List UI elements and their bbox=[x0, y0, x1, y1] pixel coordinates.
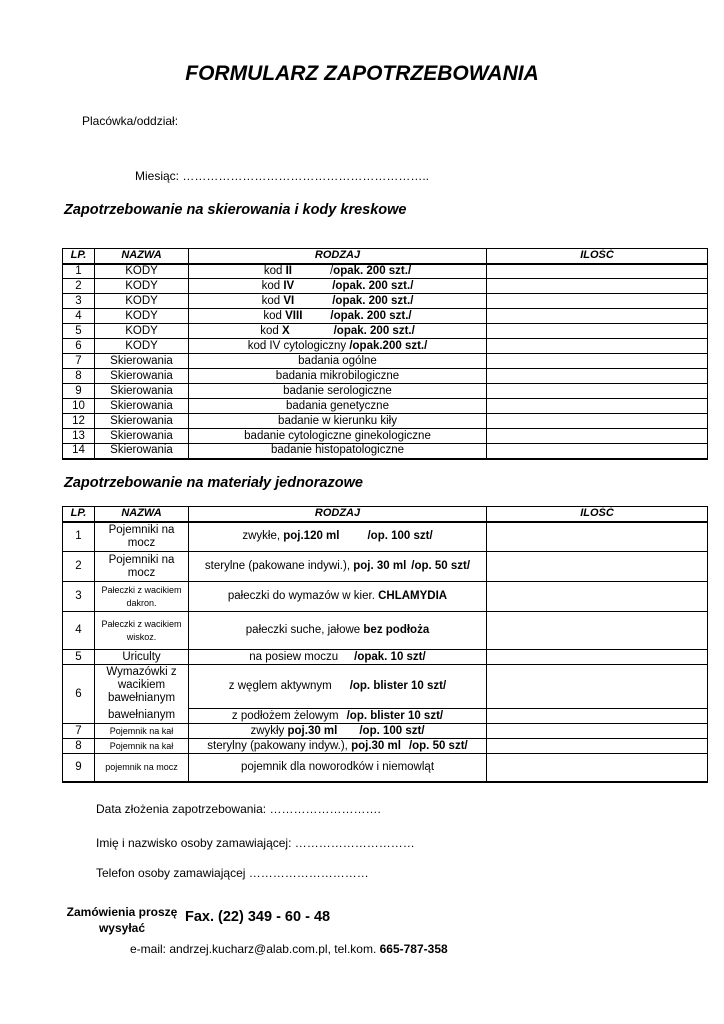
row-nazwa: Skierowania bbox=[95, 414, 189, 429]
row-rodzaj bbox=[189, 582, 487, 612]
header-nazwa: NAZWA bbox=[95, 249, 189, 264]
row-rodzaj bbox=[189, 294, 487, 309]
table-row bbox=[63, 384, 708, 399]
rodzaj-code: II bbox=[285, 264, 292, 277]
row-ilosc-input[interactable] bbox=[487, 724, 708, 739]
row-nazwa: Skierowania bbox=[95, 384, 189, 399]
row-nazwa: Pojemniki na mocz bbox=[95, 522, 189, 552]
rodzaj-volume: poj. 30 ml bbox=[353, 560, 407, 572]
header-lp: LP. bbox=[63, 507, 95, 522]
table-row bbox=[63, 369, 708, 384]
row-lp: 7 bbox=[63, 354, 95, 369]
row-lp: 9 bbox=[63, 754, 95, 782]
mobile-number: 665-787-358 bbox=[379, 942, 448, 956]
table-row bbox=[63, 709, 708, 724]
table-row bbox=[63, 339, 708, 354]
row-lp: 8 bbox=[63, 739, 95, 754]
table-row bbox=[63, 324, 708, 339]
table-row bbox=[63, 354, 708, 369]
rodzaj-bold: CHLAMYDIA bbox=[378, 590, 448, 602]
table-row bbox=[63, 279, 708, 294]
row-lp: 12 bbox=[63, 414, 95, 429]
row-ilosc-input[interactable] bbox=[487, 354, 708, 369]
codes-referrals-table bbox=[62, 248, 708, 460]
row-ilosc-input[interactable] bbox=[487, 399, 708, 414]
header-ilosc: ILOŚĆ bbox=[487, 249, 708, 264]
row-rodzaj bbox=[189, 650, 487, 665]
contact-line bbox=[130, 942, 448, 956]
row-lp: 3 bbox=[63, 582, 95, 612]
row-ilosc-input[interactable] bbox=[487, 665, 708, 709]
header-ilosc: ILOŚĆ bbox=[487, 507, 708, 522]
row-ilosc-input[interactable] bbox=[487, 414, 708, 429]
row-lp: 10 bbox=[63, 399, 95, 414]
row-nazwa: bawełnianym bbox=[95, 709, 189, 724]
table-row bbox=[63, 522, 708, 552]
order-line1: Zamówienia proszę bbox=[66, 905, 178, 919]
form-title: FORMULARZ ZAPOTRZEBOWANIA bbox=[185, 62, 539, 85]
row-rodzaj: badania ogólne bbox=[189, 354, 487, 369]
row-ilosc-input[interactable] bbox=[487, 309, 708, 324]
rodzaj-code: VIII bbox=[285, 309, 303, 322]
table-row bbox=[63, 612, 708, 650]
header-nazwa: NAZWA bbox=[95, 507, 189, 522]
rodzaj-text: na posiew moczu bbox=[249, 650, 339, 663]
rodzaj-text: zwykły bbox=[250, 724, 288, 737]
rodzaj-pack: /op. 100 szt/ bbox=[367, 530, 433, 543]
rodzaj-text: kod bbox=[261, 294, 284, 307]
table-row bbox=[63, 444, 708, 459]
table-row bbox=[63, 414, 708, 429]
row-rodzaj bbox=[189, 264, 487, 279]
row-rodzaj bbox=[189, 724, 487, 739]
row-ilosc-input[interactable] bbox=[487, 582, 708, 612]
rodzaj-text: kod IV cytologiczny bbox=[247, 339, 350, 352]
header-rodzaj: RODZAJ bbox=[189, 507, 487, 522]
row-lp: 13 bbox=[63, 429, 95, 444]
row-ilosc-input[interactable] bbox=[487, 294, 708, 309]
table-row bbox=[63, 399, 708, 414]
phone-label: Telefon osoby zamawiającej ………………………… bbox=[96, 866, 369, 880]
header-rodzaj: RODZAJ bbox=[189, 249, 487, 264]
row-ilosc-input[interactable] bbox=[487, 709, 708, 724]
rodzaj-volume: poj.30 ml bbox=[351, 739, 401, 752]
rodzaj-text: sterylne (pakowane indywi.), bbox=[204, 560, 354, 572]
rodzaj-pack: /op. blister 10 szt/ bbox=[349, 680, 447, 692]
row-lp: 1 bbox=[63, 522, 95, 552]
table-row bbox=[63, 754, 708, 782]
row-rodzaj bbox=[189, 309, 487, 324]
row-lp: 4 bbox=[63, 612, 95, 650]
row-ilosc-input[interactable] bbox=[487, 429, 708, 444]
section1-title: Zapotrzebowanie na skierowania i kody kreskowe bbox=[64, 202, 407, 218]
rodzaj-code: VI bbox=[283, 294, 295, 307]
rodzaj-code: X bbox=[281, 324, 290, 337]
rodzaj-text: kod bbox=[260, 324, 282, 337]
row-nazwa: Pałeczki z wacikiem wiskoz. bbox=[95, 612, 189, 650]
row-lp: 3 bbox=[63, 294, 95, 309]
row-nazwa: Pałeczki z wacikiem dakron. bbox=[95, 582, 189, 612]
table-row bbox=[63, 650, 708, 665]
email-text: e-mail: andrzej.kucharz@alab.com.pl, tel.kom. bbox=[130, 942, 380, 956]
row-rodzaj bbox=[189, 709, 487, 724]
rodzaj-bold: bez podłoża bbox=[363, 624, 430, 636]
order-instruction bbox=[60, 904, 184, 936]
row-ilosc-input[interactable] bbox=[487, 324, 708, 339]
row-nazwa: pojemnik na mocz bbox=[95, 754, 189, 782]
row-ilosc-input[interactable] bbox=[487, 612, 708, 650]
rodzaj-text: zwykłe, bbox=[242, 530, 284, 543]
table-row bbox=[63, 739, 708, 754]
row-nazwa: KODY bbox=[95, 279, 189, 294]
row-rodzaj bbox=[189, 339, 487, 354]
row-nazwa: KODY bbox=[95, 309, 189, 324]
rodzaj-pack: /opak. 200 szt./ bbox=[333, 324, 415, 337]
row-lp: 14 bbox=[63, 444, 95, 459]
order-line2: wysyłać bbox=[98, 921, 146, 935]
row-ilosc-input[interactable] bbox=[487, 444, 708, 459]
row-ilosc-input[interactable] bbox=[487, 264, 708, 279]
row-rodzaj bbox=[189, 739, 487, 754]
row-lp: 4 bbox=[63, 309, 95, 324]
table-row bbox=[63, 552, 708, 582]
row-rodzaj bbox=[189, 552, 487, 582]
row-nazwa: Pojemnik na kał bbox=[95, 739, 189, 754]
row-rodzaj: badanie serologiczne bbox=[189, 384, 487, 399]
row-rodzaj: badania mikrobilogiczne bbox=[189, 369, 487, 384]
rodzaj-pack: /opak. 200 szt./ bbox=[332, 294, 414, 307]
row-ilosc-input[interactable] bbox=[487, 369, 708, 384]
row-rodzaj: badanie cytologiczne ginekologiczne bbox=[189, 429, 487, 444]
table-header-row bbox=[63, 249, 708, 264]
row-lp: 5 bbox=[63, 324, 95, 339]
row-nazwa: KODY bbox=[95, 324, 189, 339]
rodzaj-sep: / bbox=[329, 264, 334, 277]
row-lp: 7 bbox=[63, 724, 95, 739]
row-rodzaj: pojemnik dla noworodków i niemowląt bbox=[189, 754, 487, 782]
row-ilosc-input[interactable] bbox=[487, 279, 708, 294]
rodzaj-volume: poj.30 ml bbox=[287, 724, 338, 737]
row-ilosc-input[interactable] bbox=[487, 339, 708, 354]
rodzaj-text: kod bbox=[261, 279, 284, 292]
rodzaj-pack: /opak. 200 szt./ bbox=[330, 309, 412, 322]
row-ilosc-input[interactable] bbox=[487, 650, 708, 665]
rodzaj-pack: /opak. 10 szt/ bbox=[354, 650, 426, 663]
rodzaj-pack: /opak.200 szt./ bbox=[349, 339, 428, 352]
row-ilosc-input[interactable] bbox=[487, 754, 708, 782]
rodzaj-text: z podłożem żelowym bbox=[231, 709, 339, 722]
row-nazwa: Wymazówki z wacikiem bawełnianym bbox=[95, 665, 189, 709]
row-rodzaj bbox=[189, 324, 487, 339]
table-row bbox=[63, 665, 708, 709]
row-lp: 2 bbox=[63, 279, 95, 294]
row-lp: 6 bbox=[63, 665, 95, 724]
row-lp: 9 bbox=[63, 384, 95, 399]
row-lp: 6 bbox=[63, 339, 95, 354]
rodzaj-text: kod bbox=[263, 264, 286, 277]
table-row bbox=[63, 309, 708, 324]
rodzaj-text: pałeczki suche, jałowe bbox=[245, 624, 364, 636]
row-rodzaj bbox=[189, 665, 487, 709]
rodzaj-text: kod bbox=[263, 309, 286, 322]
row-ilosc-input[interactable] bbox=[487, 739, 708, 754]
table-row bbox=[63, 294, 708, 309]
row-nazwa: Uriculty bbox=[95, 650, 189, 665]
row-lp: 2 bbox=[63, 552, 95, 582]
rodzaj-pack: /opak. 200 szt./ bbox=[332, 279, 414, 292]
row-nazwa: Pojemnik na kał bbox=[95, 724, 189, 739]
rodzaj-pack: /op. 50 szt/ bbox=[411, 560, 471, 572]
table-header-row bbox=[63, 507, 708, 522]
section2-title: Zapotrzebowanie na materiały jednorazowe bbox=[64, 475, 363, 491]
row-lp: 5 bbox=[63, 650, 95, 665]
header-lp: LP. bbox=[63, 249, 95, 264]
row-lp: 8 bbox=[63, 369, 95, 384]
table-row bbox=[63, 582, 708, 612]
row-nazwa: Skierowania bbox=[95, 429, 189, 444]
row-ilosc-input[interactable] bbox=[487, 552, 708, 582]
row-rodzaj: badanie w kierunku kiły bbox=[189, 414, 487, 429]
row-lp: 1 bbox=[63, 264, 95, 279]
row-rodzaj: badania genetyczne bbox=[189, 399, 487, 414]
row-nazwa: KODY bbox=[95, 339, 189, 354]
table-row bbox=[63, 264, 708, 279]
rodzaj-pack: /op. 100 szt/ bbox=[359, 724, 425, 737]
row-nazwa: Skierowania bbox=[95, 444, 189, 459]
name-label: Imię i nazwisko osoby zamawiającej: ………………………… bbox=[96, 836, 415, 850]
rodzaj-code: IV bbox=[283, 279, 295, 292]
rodzaj-text: sterylny (pakowany indyw.), bbox=[207, 739, 352, 752]
table-row bbox=[63, 429, 708, 444]
row-rodzaj bbox=[189, 279, 487, 294]
rodzaj-pack: /op. 50 szt/ bbox=[408, 739, 468, 752]
row-ilosc-input[interactable] bbox=[487, 522, 708, 552]
row-nazwa: Skierowania bbox=[95, 369, 189, 384]
rodzaj-pack: /op. blister 10 szt/ bbox=[346, 709, 444, 722]
row-rodzaj: badanie histopatologiczne bbox=[189, 444, 487, 459]
row-rodzaj bbox=[189, 612, 487, 650]
date-label: Data złożenia zapotrzebowania: ………………………. bbox=[96, 802, 381, 816]
rodzaj-pack: opak. 200 szt./ bbox=[333, 264, 412, 277]
rodzaj-text: z węglem aktywnym bbox=[228, 680, 332, 692]
fax-number: Fax. (22) 349 - 60 - 48 bbox=[185, 909, 331, 925]
row-rodzaj bbox=[189, 522, 487, 552]
placowka-label: Placówka/oddział: bbox=[82, 114, 179, 128]
rodzaj-text: pałeczki do wymazów w kier. bbox=[227, 590, 379, 602]
rodzaj-volume: poj.120 ml bbox=[283, 530, 340, 543]
row-nazwa: KODY bbox=[95, 264, 189, 279]
row-nazwa: KODY bbox=[95, 294, 189, 309]
row-nazwa: Skierowania bbox=[95, 399, 189, 414]
row-nazwa: Skierowania bbox=[95, 354, 189, 369]
row-nazwa: Pojemniki na mocz bbox=[95, 552, 189, 582]
row-ilosc-input[interactable] bbox=[487, 384, 708, 399]
miesiac-label: Miesiąc: …………………………………………………….. bbox=[135, 169, 430, 183]
materials-table bbox=[62, 506, 708, 783]
table-row bbox=[63, 724, 708, 739]
